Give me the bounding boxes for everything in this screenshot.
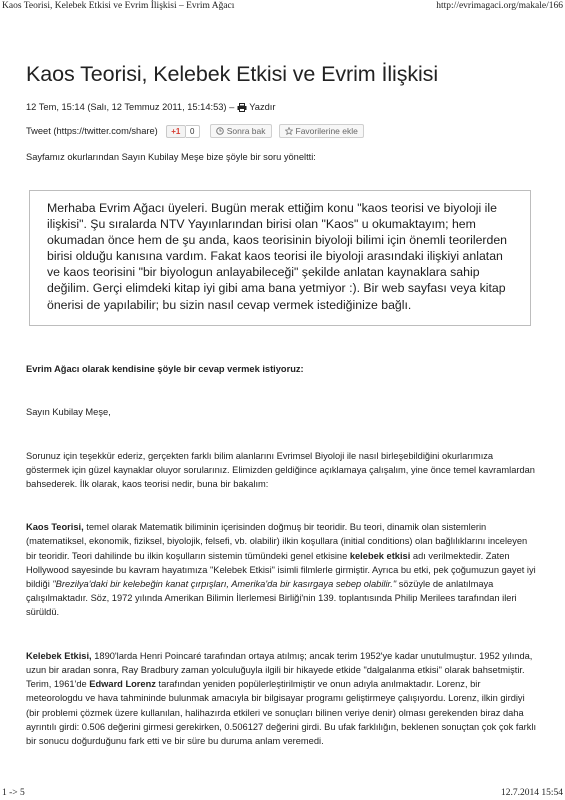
paragraph-2-text-c: sözüyle de anlatılmaya çalışılmaktadır. Söz, 1972 yılında Amerikan Bilimin İlerlemesi Birliği'nin 139. toplantısında Philip Merilees tarafından ileri sürüldü. bbox=[26, 579, 517, 618]
term-kelebek-etkisi-heading: Kelebek Etkisi, bbox=[26, 650, 92, 661]
favorite-label: Favorilerine ekle bbox=[295, 126, 358, 136]
article bbox=[26, 62, 539, 748]
reader-question: Merhaba Evrim Ağacı üyeleri. Bugün merak ettiğim konu "kaos teorisi ve biyoloji ile ilişkisi". Şu sıralarda NTV Yayınlarından birisi olan "Kaos" u okumaktayım; hem okumadan önce hem de şu anda, kaos teorisinin biyoloji bilimi için önemli teorilerden birisi olduğu kanısına vardım. Fakat kaos teorisi ile biyoloji arasındaki ilişkiyi anlatan ve kaos teorisini "bir biyologun anlayabileceği" şekilde anlatan kaynaklara sahip değilim. Gerçi elimdeki kitap iyi gibi ama bana yetmiyor :). Bir web sayfası veya kitap önerisi de yapılabilir; bu sizin nasıl cevap vermek istediğinize bağlı. bbox=[29, 190, 531, 326]
read-later-label: Sonra bak bbox=[226, 126, 266, 136]
answer-intro: Evrim Ağacı olarak kendisine şöyle bir cevap vermek istiyoruz: bbox=[26, 363, 304, 374]
term-kelebek-etkisi: kelebek etkisi bbox=[349, 550, 411, 561]
term-edward-lorenz: Edward Lorenz bbox=[89, 679, 156, 690]
print-header-url: http://evrimagaci.org/makale/166 bbox=[436, 1, 563, 11]
intro-text: Sayfamız okurlarından Sayın Kubilay Meşe bize şöyle bir soru yöneltti: bbox=[26, 152, 316, 162]
paragraph-2-text-a: temel olarak Matematik biliminin içerisinden doğmuş bir teoridir. Bu teori, dinamik olan sistemlerin (matematiksel, ekonomik, fiziksel, biyolojik, felsefi, vb. olabilir) ilkin koşullara (initial conditions) olan bağlılıklarını inceleyen bir teoridir. Teori dahilinde bu ilkin koşulların sistemin tümündeki genel etkisine bbox=[26, 522, 528, 561]
tweet-link[interactable]: Tweet (https://twitter.com/share) bbox=[26, 126, 158, 136]
print-header-title: Kaos Teorisi, Kelebek Etkisi ve Evrim İlişkisi – Evrim Ağacı bbox=[2, 1, 235, 11]
paragraph-3 bbox=[26, 649, 539, 748]
print-footer-datetime: 12.7.2014 15:54 bbox=[500, 788, 563, 798]
gplus-button[interactable]: +1 bbox=[166, 125, 186, 138]
gplus-count: 0 bbox=[186, 125, 200, 138]
paragraph-2-text-b: adı verilmektedir. Zaten Hollywood sayesinde bu kavram hayatımıza "Kelebek Etkisi" isimli filmlerle girmiştir. Ayrıca bu etki, pek çoğumuzun gayet iyi bildiği bbox=[26, 550, 536, 590]
greeting: Sayın Kubilay Meşe, bbox=[26, 406, 111, 417]
print-label: Yazdır bbox=[249, 102, 276, 112]
print-footer bbox=[0, 786, 565, 800]
print-header bbox=[0, 0, 565, 14]
article-date: 12 Tem, 15:14 (Salı, 12 Temmuz 2011, 15:14:53) – bbox=[26, 102, 235, 112]
paragraph-1: Sorunuz için teşekkür ederiz, gerçekten farklı bilim alanlarını Evrimsel Biyoloji ile nasıl birleşebildiğini okurlarımıza göstermek için güzel kaynaklar oluyor sorularınız. Elimizden geldiğince açıklamaya çalışalım, yine önce temel kavramlardan bahsederek. İlk olarak, kaos teorisi nedir, buna bir bakalım: bbox=[26, 450, 535, 490]
article-title: Kaos Teorisi, Kelebek Etkisi ve Evrim İlişkisi bbox=[26, 62, 438, 86]
print-footer-page: 1 -> 5 bbox=[2, 788, 25, 798]
star-icon bbox=[285, 127, 293, 135]
paragraph-2 bbox=[26, 520, 539, 619]
paragraph-3-text-b: tarafından yeniden popülerleştirilmiştir ve onun adıyla anılmaktadır. Lorenz, bir meteorologdu ve hava tahmininde bulunmak amacıyla bir bilgisayar programı geliştirmeye çalışıyordu. Lorenz, ilkin girdiyi (bir problemi çözmek üzere kullanılan, halihazırda etkileri ve sonuçları bilinen veriye denir) olması gerekenden biraz daha ayrıntılı girdi: 0.506 değerini girmesi gerekirken, 0.506127 değerini girdi. Bu ufak farklılığın, beklenen sonuçtan çok çok farklı bir sonucu doğurduğunu fark etti ve bir süre bu duruma anlam veremedi. bbox=[26, 679, 537, 746]
share-row bbox=[26, 124, 539, 138]
term-kaos-teorisi: Kaos Teorisi, bbox=[26, 522, 84, 533]
read-later-button[interactable] bbox=[210, 124, 272, 138]
paragraph-3-text-a: 1890'larda Henri Poincaré tarafından ortaya atılmış; ancak terim 1952'ye kadar unutulmuştur. 1952 yılında, uzun bir aradan sonra, Ray Bradbury zaman yolculuğuyla ilgili bir hikayede etkide "dalgalanma etkisi" olarak bahsetmiştir. Terim, 1961'de bbox=[26, 650, 533, 690]
article-meta bbox=[26, 102, 539, 112]
print-link[interactable] bbox=[237, 102, 275, 112]
favorite-button[interactable] bbox=[279, 124, 364, 138]
printer-icon bbox=[237, 103, 247, 112]
clock-icon bbox=[216, 127, 224, 135]
butterfly-quote: "Brezilya'daki bir kelebeğin kanat çırpışları, Amerika'da bir kasırgaya sebep olabilir." bbox=[52, 579, 397, 590]
